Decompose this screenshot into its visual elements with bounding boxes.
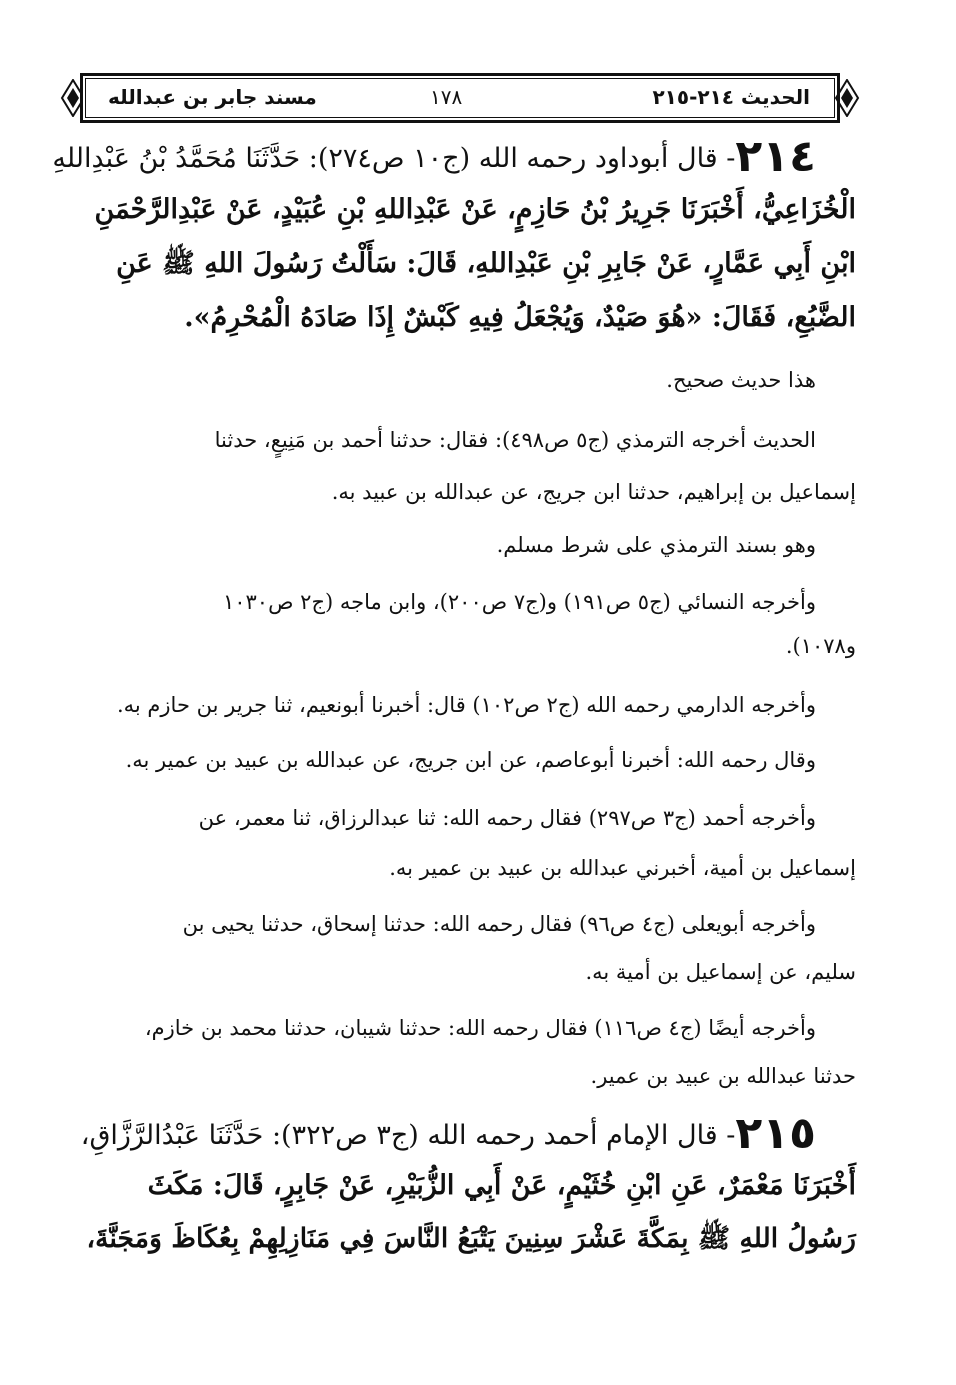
hadith-214-line-3: ابْنِ أَبِي عَمَّارٍ، عَنْ جَابِرِ بْنِ عَبْدِاللهِ، قَالَ: سَأَلْتُ رَسُولَ اللهِ ﷺ عَنِ <box>116 248 856 279</box>
grading-note: هذا حديث صحيح. <box>666 368 816 392</box>
note-line: حدثنا عبدالله بن عبيد بن عمير. <box>590 1064 856 1088</box>
note-line: و١٠٧٨). <box>785 634 856 658</box>
hadith-214-line-4: الضَّبُعِ، فَقَالَ: «هُوَ صَيْدٌ، وَيُجْعَلُ فِيهِ كَبْشٌ إِذَا صَادَهُ الْمُحْرِمُ». <box>184 302 856 333</box>
note-line: سليم، عن إسماعيل بن أمية به. <box>585 960 856 984</box>
hadith-text: - قال أبوداود رحمه الله (ج١٠ ص٢٧٤): حَدَّثَنَا مُحَمَّدُ بْنُ عَبْدِاللهِ <box>52 143 736 174</box>
hadith-215-line-2: أَخْبَرَنَا مَعْمَرٌ، عَنِ ابْنِ خُثَيْمٍ، عَنْ أَبِي الزُّبَيْرِ، عَنْ جَابِرٍ، قَالَ: مَكَثَ <box>147 1170 856 1201</box>
right-ornament-icon <box>834 79 860 117</box>
note-line: إسماعيل بن إبراهيم، حدثنا ابن جريج، عن عبدالله بن عبيد به. <box>331 480 856 504</box>
note-line: وهو بسند الترمذي على شرط مسلم. <box>496 533 816 557</box>
note-line: وأخرجه الدارمي رحمه الله (ج٢ ص١٠٢) قال: أخبرنا أبونعيم، ثنا جرير بن حازم به. <box>116 693 816 717</box>
header-book-title: مسند جابر بن عبدالله <box>108 85 317 109</box>
note-line: وأخرجه النسائي (ج٥ ص١٩١) و(ج٧ ص٢٠٠)، وابن ماجه (ج٢ ص١٠٣٠ <box>222 590 816 614</box>
note-line: وأخرجه أحمد (ج٣ ص٢٩٧) فقال رحمه الله: ثنا عبدالرزاق، ثنا معمر، عن <box>198 806 816 830</box>
header-hadith-range: الحديث ٢١٤-٢١٥ <box>652 85 810 109</box>
note-line: وأخرجه أيضًا (ج٤ ص١١٦) فقال رحمه الله: حدثنا شيبان، حدثنا محمد بن خازم، <box>144 1016 816 1040</box>
page-number: ١٧٨ <box>430 85 463 109</box>
hadith-214-line-1 <box>52 131 816 182</box>
note-line: وأخرجه أبويعلى (ج٤ ص٩٦) فقال رحمه الله: حدثنا إسحاق، حدثنا يحيى بن <box>182 912 816 936</box>
hadith-number: ٢١٥ <box>735 1108 816 1159</box>
hadith-number: ٢١٤ <box>735 131 816 182</box>
hadith-text: - قال الإمام أحمد رحمه الله (ج٣ ص٣٢٢): حَدَّثَنَا عَبْدُالرَّزَّاقِ، <box>80 1120 736 1151</box>
note-line: إسماعيل بن أمية، أخبرني عبدالله بن عبيد بن عمير به. <box>389 856 856 880</box>
hadith-215-line-3: رَسُولُ اللهِ ﷺ بِمَكَّةَ عَشْرَ سِنِينَ يَتْبَعُ النَّاسَ فِي مَنَازِلِهِمْ بِعُكَاظَ وَمَجَنَّةَ، <box>86 1223 856 1254</box>
hadith-214-line-2: الْخُزَاعِيُّ، أَخْبَرَنَا جَرِيرُ بْنُ حَازِمٍ، عَنْ عَبْدِاللهِ بْنِ عُبَيْدٍ، عَنْ عَبْدِالرَّحْمَنِ <box>94 194 856 225</box>
hadith-215-line-1 <box>80 1108 816 1159</box>
note-line: الحديث أخرجه الترمذي (ج٥ ص٤٩٨): فقال: حدثنا أحمد بن مَنِيعٍ، حدثنا <box>214 428 816 452</box>
running-header <box>60 73 860 123</box>
note-line: وقال رحمه الله: أخبرنا أبوعاصم، عن ابن جريج، عن عبدالله بن عبيد بن عمير به. <box>125 748 816 772</box>
